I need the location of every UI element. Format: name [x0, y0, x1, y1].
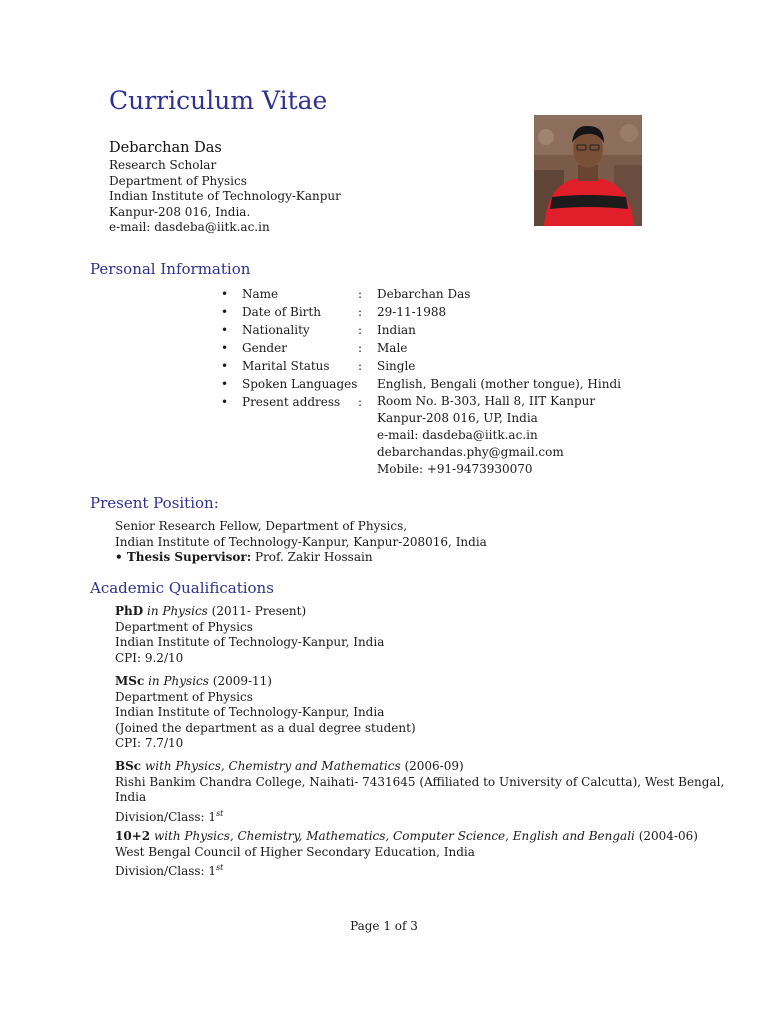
degree-years: (2004-06)	[638, 829, 698, 843]
list-item	[221, 321, 621, 339]
personal-info-list	[221, 285, 621, 478]
degree-years: (2011- Present)	[211, 604, 307, 618]
page-title: Curriculum Vitae	[109, 86, 328, 115]
division-line	[115, 806, 724, 826]
contact-header	[109, 139, 341, 236]
list-item	[221, 375, 621, 393]
address-line: e-mail: dasdeba@iitk.ac.in	[377, 428, 538, 442]
bullet-icon: •	[221, 287, 229, 301]
supervisor-label: • Thesis Supervisor:	[115, 550, 252, 564]
position-block	[115, 519, 487, 566]
field-value: Male	[377, 341, 408, 355]
colon-separator: :	[358, 323, 363, 337]
degree-line	[115, 604, 384, 620]
colon-separator: :	[358, 359, 363, 373]
detail-line: Rishi Bankim Chandra College, Naihati- 7431645 (Affiliated to University of Calcutta), West Bengal,	[115, 774, 725, 789]
degree-name: MSc	[115, 674, 145, 688]
degree-line	[115, 759, 724, 775]
field-value: English, Bengali (mother tongue), Hindi	[377, 377, 621, 391]
detail-line: West Bengal Council of Higher Secondary Education, India	[115, 844, 475, 859]
header-line: Research Scholar	[109, 158, 217, 172]
degree-field: with Physics, Chemistry, Mathematics, Computer Science, English and Bengali	[153, 829, 635, 843]
section-heading-personal: Personal Information	[90, 260, 251, 278]
section-heading-position: Present Position:	[90, 494, 219, 512]
bullet-icon: •	[221, 395, 229, 409]
list-item	[221, 393, 621, 478]
field-value: Debarchan Das	[377, 287, 471, 301]
field-label: Gender	[242, 341, 287, 355]
detail-line: India	[115, 790, 147, 804]
qualification-phd	[115, 604, 384, 666]
colon-separator: :	[358, 395, 363, 409]
detail-line: Department of Physics	[115, 619, 253, 634]
header-line: Department of Physics	[109, 173, 247, 188]
bullet-icon: •	[221, 323, 229, 337]
degree-line	[115, 829, 698, 845]
field-label: Name	[242, 287, 279, 301]
degree-years: (2009-11)	[212, 674, 272, 688]
section-heading-academic: Academic Qualifications	[90, 579, 274, 597]
degree-line	[115, 674, 416, 690]
ordinal-suffix: st	[216, 808, 224, 818]
bullet-icon: •	[221, 305, 229, 319]
detail-line: CPI: 7.7/10	[115, 736, 184, 750]
list-item	[221, 303, 621, 321]
degree-field: in Physics	[148, 674, 209, 688]
ordinal-suffix: st	[216, 863, 224, 872]
colon-separator: :	[358, 305, 363, 319]
degree-name: PhD	[115, 604, 144, 618]
list-item	[221, 339, 621, 357]
qualification-msc	[115, 674, 416, 752]
supervisor-line	[115, 550, 487, 566]
colon-separator	[358, 375, 377, 393]
position-line: Senior Research Fellow, Department of Physics,	[115, 519, 408, 533]
bullet-icon: •	[221, 359, 229, 373]
qualification-10plus2	[115, 829, 698, 880]
supervisor-name: Prof. Zakir Hossain	[255, 550, 373, 564]
header-line: e-mail: dasdeba@iitk.ac.in	[109, 220, 270, 235]
field-value: Single	[377, 359, 416, 373]
degree-field: in Physics	[146, 604, 208, 618]
profile-photo	[534, 115, 642, 226]
portrait-image	[534, 115, 642, 226]
list-item	[221, 357, 621, 375]
position-line: Indian Institute of Technology-Kanpur, Kanpur-208016, India	[115, 534, 487, 549]
field-label: Marital Status	[242, 359, 330, 373]
division-line	[115, 860, 698, 880]
qualification-bsc	[115, 759, 724, 825]
detail-line: Indian Institute of Technology-Kanpur, India	[115, 705, 385, 719]
bullet-icon: •	[221, 377, 229, 391]
field-label: Present address	[242, 395, 341, 409]
page-number: Page 1 of 3	[350, 919, 418, 933]
list-item	[221, 285, 621, 303]
address-line: debarchandas.phy@gmail.com	[377, 445, 564, 459]
detail-line: Indian Institute of Technology-Kanpur, India	[115, 635, 385, 649]
division-text: Division/Class: 1	[115, 864, 217, 878]
degree-name: BSc	[115, 759, 142, 773]
candidate-name: Debarchan Das	[109, 140, 222, 156]
header-line: Indian Institute of Technology-Kanpur	[109, 189, 341, 204]
field-label: Nationality	[242, 323, 310, 337]
address-line: Room No. B-303, Hall 8, IIT Kanpur	[377, 394, 596, 408]
degree-years: (2006-09)	[404, 759, 464, 773]
colon-separator: :	[358, 287, 363, 301]
detail-line: CPI: 9.2/10	[115, 650, 184, 665]
field-value: Indian	[377, 323, 416, 337]
degree-field: with Physics, Chemistry and Mathematics	[144, 759, 401, 773]
detail-line: Department of Physics	[115, 689, 253, 704]
division-text: Division/Class: 1	[115, 809, 217, 824]
field-value-multiline	[377, 393, 595, 478]
degree-name: 10+2	[115, 829, 151, 843]
address-line: Kanpur-208 016, UP, India	[377, 411, 538, 425]
field-value: 29-11-1988	[377, 305, 447, 319]
header-line: Kanpur-208 016, India.	[109, 204, 251, 219]
field-label: Date of Birth	[242, 305, 321, 319]
field-label: Spoken Languages	[242, 377, 358, 391]
detail-line: (Joined the department as a dual degree student)	[115, 720, 416, 735]
colon-separator: :	[358, 341, 363, 355]
address-line: Mobile: +91-9473930070	[377, 462, 533, 476]
bullet-icon: •	[221, 341, 229, 355]
